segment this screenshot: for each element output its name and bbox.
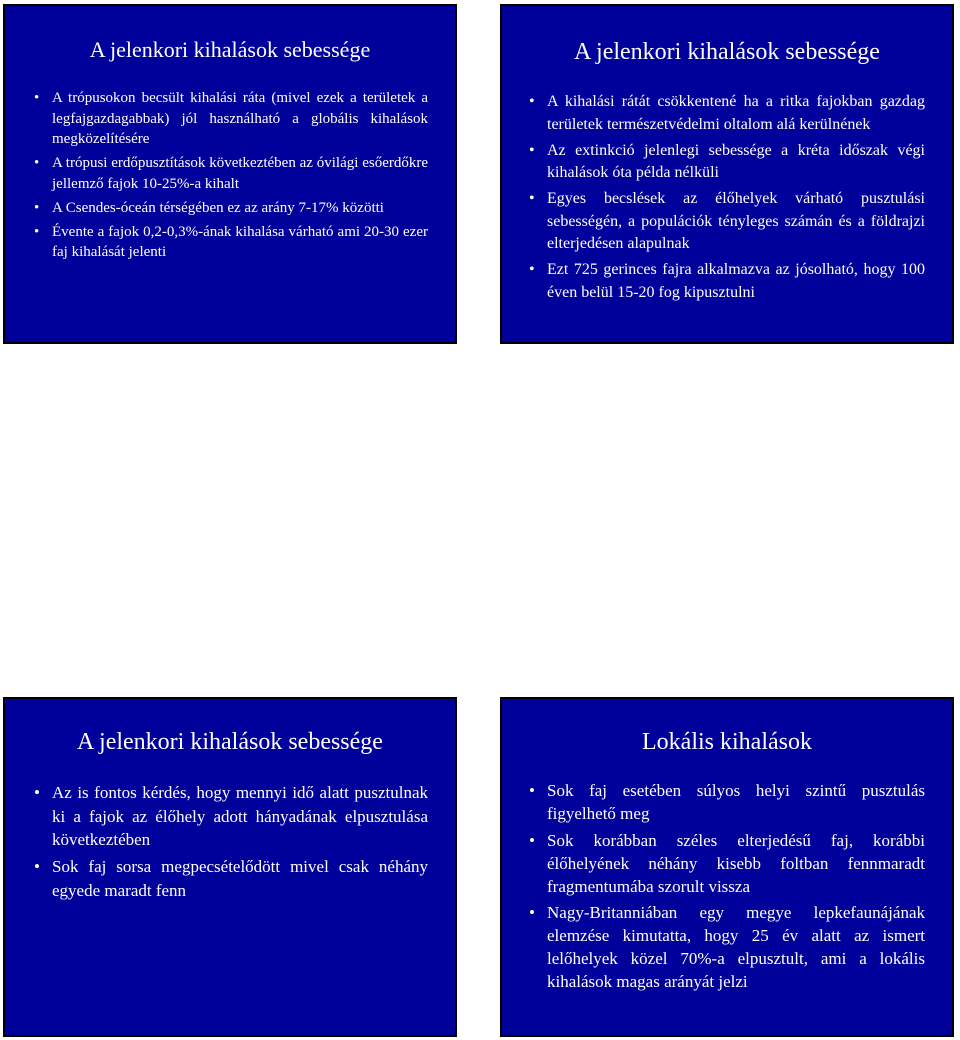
list-item: • Sok faj esetében súlyos helyi szintű pusztulás figyelhető meg	[529, 781, 925, 824]
list-item: • Sok faj sorsa megpecsételődött mivel csak néhány egyede maradt fenn	[34, 857, 428, 900]
list-item: • A trópusokon becsült kihalási ráta (mivel ezek a területek a legfajgazdagabbak) jól használható a globális kihalások megközelítésére	[34, 90, 428, 148]
slide-title: A jelenkori kihalások sebessége	[574, 39, 880, 65]
bullet-icon: •	[529, 141, 535, 159]
bullet-icon: •	[34, 155, 40, 172]
list-item: • Ezt 725 gerinces fajra alkalmazva az jósolható, hogy 100 éven belül 15-20 fog kipusztulni	[529, 261, 925, 301]
bullet-list	[34, 88, 428, 263]
bullet-list	[34, 781, 428, 902]
list-item: • A Csendes-óceán térségében ez az arány 7-17% közötti	[52, 198, 428, 219]
bullet-icon: •	[34, 783, 40, 803]
slide-title: A jelenkori kihalások sebessége	[89, 37, 371, 62]
list-item: • Évente a fajok 0,2-0,3%-ának kihalása várható ami 20-30 ezer faj kihalását jelenti	[34, 223, 428, 261]
list-item: • Nagy-Britanniában egy megye lepkefaunájának elemzése kimutatta, hogy 25 év alatt az ismert lelőhelyek közel 70%-a elpusztult, ami a lokális kihalások magas arányát jelzi	[529, 903, 925, 992]
slide-title: Lokális kihalások	[642, 729, 812, 755]
bullet-icon: •	[34, 223, 40, 240]
bullet-icon: •	[529, 261, 535, 279]
bullet-icon: •	[34, 199, 40, 216]
bullet-icon: •	[529, 830, 535, 850]
list-item: • A trópusi erdőpusztítások következtében az óvilági esőerdőkre jellemző fajok 10-25%-a kihalt	[34, 155, 428, 192]
slide-1	[3, 4, 457, 344]
slide-2	[500, 4, 954, 344]
bullet-list	[529, 779, 925, 993]
bullet-icon: •	[529, 190, 535, 208]
bullet-icon: •	[34, 90, 40, 107]
slide-3	[3, 697, 457, 1037]
bullet-list	[529, 91, 925, 304]
list-item: • Egyes becslések az élőhelyek várható pusztulási sebességén, a populációk tényleges számán és a földrajzi elterjedésen alapulnak	[529, 190, 925, 253]
bullet-icon: •	[529, 903, 535, 923]
bullet-icon: •	[529, 781, 535, 801]
slide-title: A jelenkori kihalások sebessége	[77, 729, 383, 755]
list-item: • Az is fontos kérdés, hogy mennyi idő alatt pusztulnak ki a fajok az élőhely adott hányadának elpusztulása következtében	[34, 783, 428, 850]
bullet-icon: •	[529, 93, 535, 111]
list-item: • A kihalási rátát csökkentené ha a ritka fajokban gazdag területek természetvédelmi oltalom alá kerülnének	[529, 93, 925, 133]
bullet-icon: •	[34, 857, 40, 877]
list-item: • Sok korábban széles elterjedésű faj, korábbi élőhelyének néhány kisebb foltban fennmaradt fragmentumába szorult vissza	[529, 830, 925, 896]
slide-4	[500, 697, 954, 1037]
list-item: • Az extinkció jelenlegi sebessége a kréta időszak végi kihalások óta példa nélküli	[529, 141, 925, 182]
